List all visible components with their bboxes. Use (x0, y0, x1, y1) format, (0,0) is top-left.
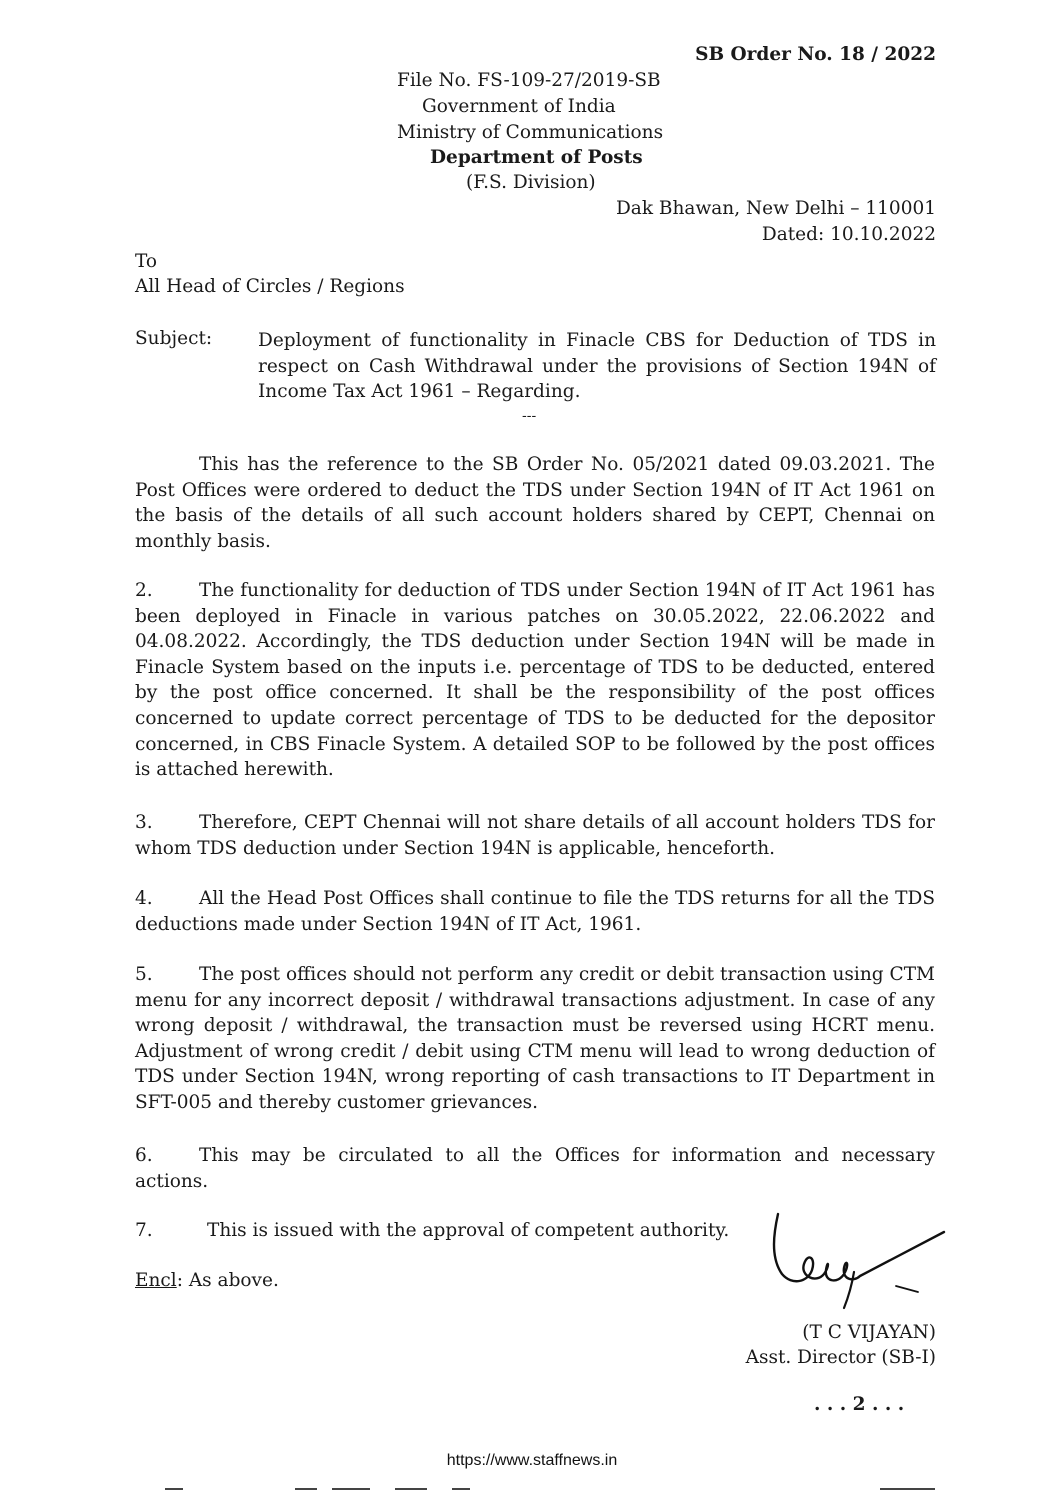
order-number: SB Order No. 18 / 2022 (695, 44, 936, 65)
signatory-designation: Asst. Director (SB-I) (745, 1347, 936, 1368)
scan-edge-dash (332, 1488, 370, 1490)
file-number: File No. FS-109-27/2019-SB (397, 70, 661, 91)
paragraph-4-text: All the Head Post Offices shall continue to file the TDS returns for all the TDS deductions made under Section 194N of IT Act, 1961. (135, 888, 935, 935)
enclosure (135, 1270, 279, 1291)
paragraph-3-number: 3. (135, 812, 153, 833)
paragraph-2-text: The functionality for deduction of TDS under Section 194N of IT Act 1961 has been deployed in Finacle in various patches on 30.05.2022, 22.06.2022 and 04.08.2022. Accordingly, the TDS deduction under Section 194N will be made in Finacle System based on the inputs i.e. percentage of TDS to be deducted, entered by the post office concerned. It shall be the responsibility of the post offices concerned to update correct percentage of TDS to be deducted for the depositor concerned, in CBS Finacle System. A detailed SOP to be followed by the post offices is attached herewith. (135, 580, 935, 781)
paragraph-6-number: 6. (135, 1145, 153, 1166)
paragraph-3-text: Therefore, CEPT Chennai will not share details of all account holders TDS for whom TDS deduction under Section 194N is applicable, henceforth. (135, 812, 935, 859)
department-line: Department of Posts (430, 147, 643, 168)
enclosure-text: : As above. (176, 1270, 279, 1291)
scan-edge-dash (452, 1488, 470, 1490)
paragraph-6-text: This may be circulated to all the Offices for information and necessary actions. (135, 1145, 935, 1192)
signatory-name: (T C VIJAYAN) (802, 1322, 936, 1343)
subject-label: Subject: (135, 328, 213, 349)
scan-edge-dash (295, 1488, 317, 1490)
subject-text: Deployment of functionality in Finacle CBS for Deduction of TDS in respect on Cash Withdrawal under the provisions of Section 194N of Income Tax Act 1961 – Regarding. (258, 330, 936, 403)
division-line: (F.S. Division) (466, 172, 596, 193)
paragraph-7-number: 7. (135, 1220, 153, 1241)
paragraph-2-number: 2. (135, 580, 153, 601)
paragraph-5 (135, 962, 935, 1116)
paragraph-1: This has the reference to the SB Order No. 05/2021 dated 09.03.2021. The Post Offices were ordered to deduct the TDS under Section 194N of IT Act 1961 on the basis of the details of all such account holders shared by CEPT, Chennai on monthly basis. (135, 454, 935, 552)
paragraph-4-number: 4. (135, 888, 153, 909)
paragraph-5-text: The post offices should not perform any credit or debit transaction using CTM menu for any incorrect deposit / withdrawal transactions adjustment. In case of any wrong deposit / withdrawal, the transaction must be reversed using HCRT menu. Adjustment of wrong credit / debit using CTM menu will lead to wrong deduction of TDS under Section 194N, wrong reporting of cash transactions to IT Department in SFT-005 and thereby customer grievances. (135, 964, 935, 1113)
subject-separator: --- (522, 408, 537, 424)
ministry-line: Ministry of Communications (397, 122, 664, 143)
paragraph-2 (135, 578, 935, 783)
enclosure-label: Encl (135, 1270, 177, 1291)
paragraph-4 (135, 886, 935, 937)
recipient: All Head of Circles / Regions (135, 276, 405, 297)
footer-url: https://www.staffnews.in (446, 1452, 618, 1469)
paragraph-6 (135, 1143, 935, 1194)
to-label: To (135, 251, 158, 272)
paragraph-7-text: This is issued with the approval of competent authority. (207, 1220, 730, 1241)
government-line: Government of India (422, 96, 616, 117)
paragraph-5-number: 5. (135, 964, 153, 985)
paragraph-3 (135, 810, 935, 861)
scan-edge-dash (165, 1488, 183, 1490)
scan-edge-dash (395, 1488, 427, 1490)
date-line: Dated: 10.10.2022 (761, 224, 936, 245)
scan-edge-dash (880, 1488, 935, 1490)
address-line: Dak Bhawan, New Delhi – 110001 (615, 198, 936, 219)
page-continuation: . . . 2 . . . (814, 1394, 905, 1415)
signature-image (768, 1212, 948, 1312)
